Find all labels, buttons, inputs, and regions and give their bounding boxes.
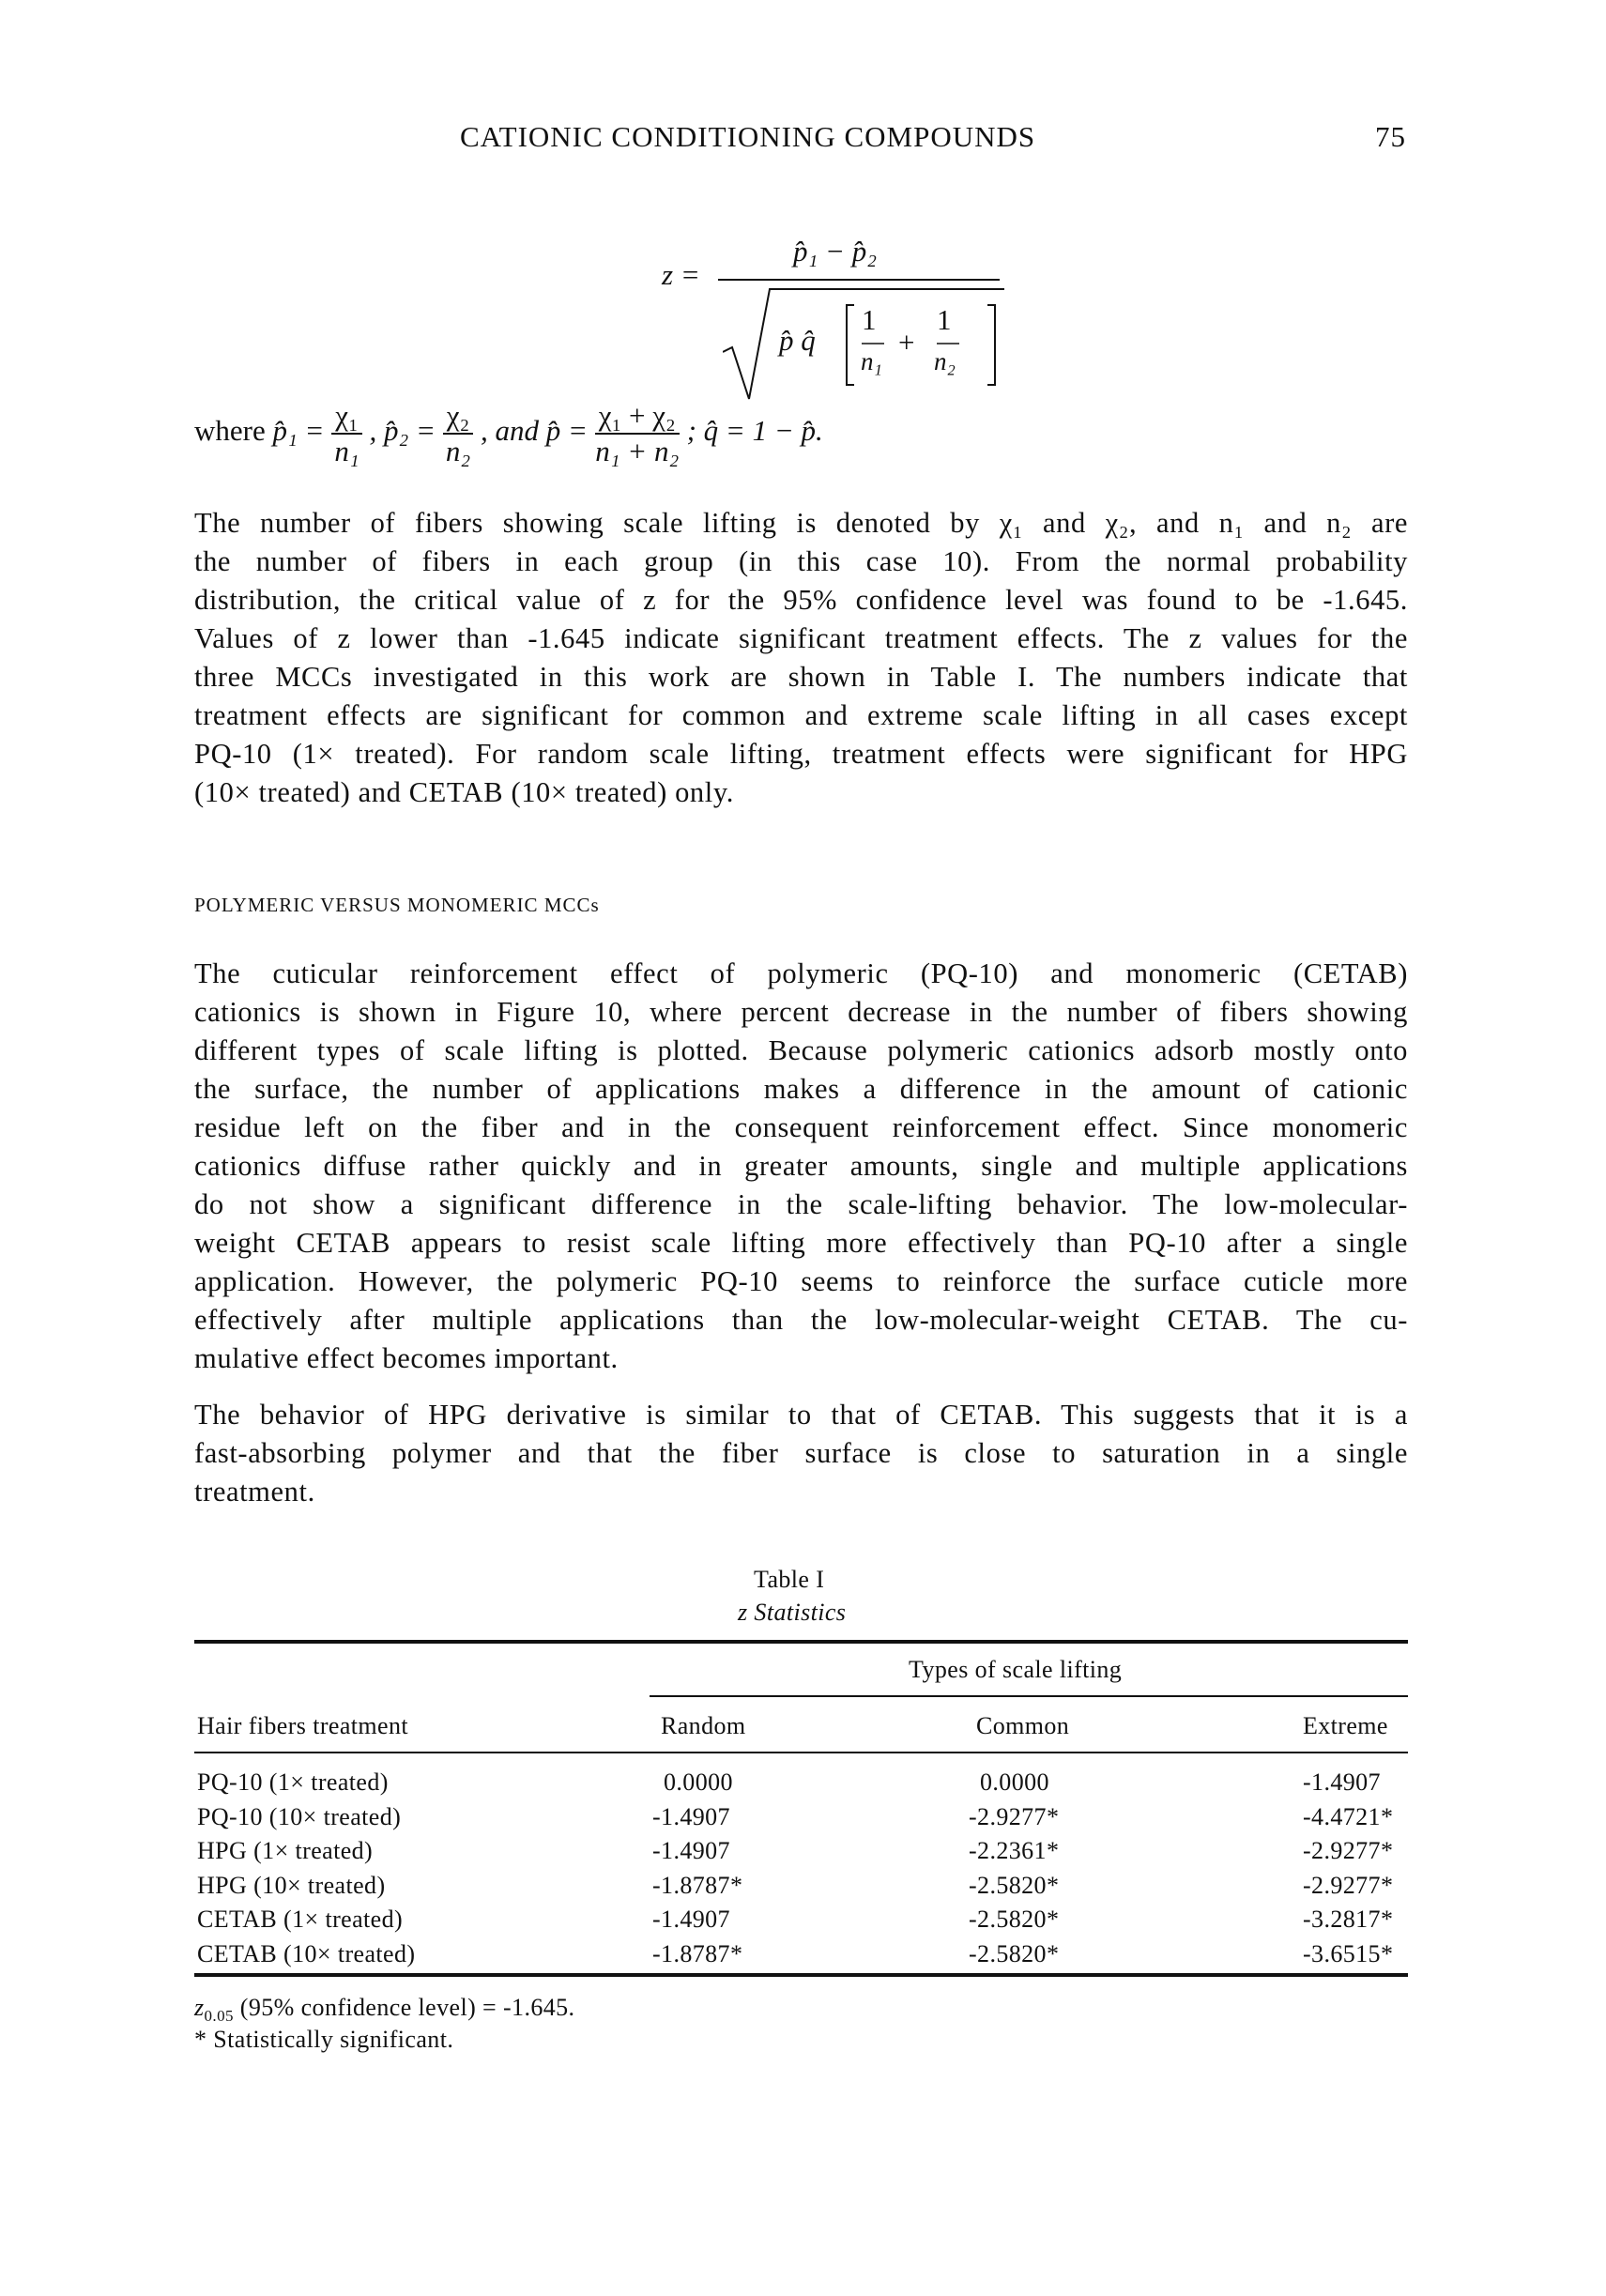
sqrt-sign-icon	[723, 282, 1004, 404]
text-line: residue left on the fiber and in the consequent reinforcement effect. Since monomeric	[194, 1111, 1408, 1143]
text-line: The number of fibers showing scale lifting is denoted by χ₁ and χ₂, and n₁ and n₂ are	[194, 507, 1408, 539]
text-line: Values of z lower than -1.645 indicate significant treatment effects. The z values for the	[194, 622, 1408, 654]
table-title: Table I	[754, 1566, 825, 1593]
p1-fraction: $\frac{\text{χ₁}}{\text{n₁}}$	[331, 399, 362, 468]
footnote-significance: * Statistically significant.	[194, 2026, 454, 2053]
text-line: treatment effects are significant for common and extreme scale lifting in all cases except	[194, 699, 1408, 731]
text-line: PQ-10 (1× treated). For random scale lifting, treatment effects were significant for HPG	[194, 738, 1408, 770]
text-line: do not show a significant difference in the scale-lifting behavior. The low-molecular-	[194, 1188, 1408, 1220]
z-value-cell: -1.4907	[1303, 1768, 1381, 1796]
where-label: where	[194, 414, 266, 448]
page-number: 75	[1375, 120, 1406, 153]
z-value-cell: -2.9277*	[1303, 1837, 1394, 1864]
z-formula	[662, 192, 1037, 399]
z-value-cell: -1.4907	[652, 1837, 730, 1864]
row-label: PQ-10 (1× treated)	[197, 1768, 389, 1796]
z-value-cell: -2.5820*	[969, 1939, 1060, 1967]
footnote-z: $z_{0.05}$ (95% confidence level) = -1.645.	[194, 1994, 575, 2026]
p2-fraction: $\frac{\text{χ₂}}{\text{n₂}}$	[443, 399, 474, 468]
text-line: the number of fibers in each group (in this case 10). From the normal probability	[194, 545, 1408, 577]
formula-numerator: p̂₁ − p̂₂	[793, 235, 877, 268]
z-value-cell: 0.0000	[664, 1768, 733, 1796]
text-line: cationics diffuse rather quickly and in greater amounts, single and multiple applications	[194, 1150, 1408, 1182]
z-value-cell: -1.4907	[652, 1906, 730, 1933]
text-line: distribution, the critical value of z for the 95% confidence level was found to be -1.645.	[194, 584, 1408, 616]
row-label: CETAB (10× treated)	[197, 1939, 416, 1967]
text-line: The cuticular reinforcement effect of polymeric (PQ-10) and monomeric (CETAB)	[194, 957, 1408, 989]
text-line: the surface, the number of applications makes a difference in the amount of cationic	[194, 1073, 1408, 1105]
text-line: three MCCs investigated in this work are shown in Table I. The numbers indicate that	[194, 661, 1408, 693]
p1-def: p̂₁ =	[272, 414, 325, 448]
p-fraction: $\frac{\text{χ₁ + χ₂}}{\text{n₁ + n₂}}$	[595, 399, 680, 467]
p2-def: , p̂₂ =	[369, 414, 436, 448]
formula-one: 1	[862, 303, 877, 336]
text-line: cationics is shown in Figure 10, where percent decrease in the number of fibers showing	[194, 996, 1408, 1028]
z-value-cell: -3.6515*	[1303, 1939, 1394, 1967]
z-value-cell: -3.2817*	[1303, 1906, 1394, 1933]
z-value-cell: -4.4721*	[1303, 1802, 1394, 1830]
z-value-cell: 0.0000	[980, 1768, 1049, 1796]
column-header: Extreme	[1303, 1712, 1388, 1739]
text-line: mulative effect becomes important.	[194, 1342, 619, 1374]
table-spanner: Types of scale lifting	[909, 1656, 1123, 1683]
formula-one: 1	[937, 303, 952, 336]
text-line: weight CETAB appears to resist scale lifting more effectively than PQ-10 after a single	[194, 1227, 1408, 1259]
text-line: application. However, the polymeric PQ-10 seems to reinforce the surface cuticle more	[194, 1265, 1408, 1297]
text-line: (10× treated) and CETAB (10× treated) only.	[194, 776, 734, 808]
formula-n2: n₂	[934, 347, 956, 375]
p-def: , and p̂ =	[481, 414, 588, 448]
text-line: The behavior of HPG derivative is similar to that of CETAB. This suggests that it is a	[194, 1399, 1408, 1431]
z-value-cell: -2.5820*	[969, 1906, 1060, 1933]
section-heading: POLYMERIC VERSUS MONOMERIC MCCs	[194, 894, 600, 916]
formula-plus: +	[898, 326, 915, 359]
formula-n1: n₁	[861, 347, 882, 375]
table-subtitle: z Statistics	[738, 1599, 847, 1626]
column-header: Random	[661, 1712, 746, 1739]
row-label: PQ-10 (10× treated)	[197, 1802, 402, 1830]
z-value-cell: -2.5820*	[969, 1871, 1060, 1899]
row-label: HPG (1× treated)	[197, 1837, 374, 1864]
z-value-cell: -1.8787*	[652, 1871, 743, 1899]
row-label: HPG (10× treated)	[197, 1871, 386, 1899]
text-line: different types of scale lifting is plotted. Because polymeric cationics adsorb mostly onto	[194, 1034, 1408, 1066]
q-def: ; q̂ = 1 − p̂.	[686, 414, 823, 448]
column-header: Hair fibers treatment	[197, 1712, 408, 1739]
row-label: CETAB (1× treated)	[197, 1906, 404, 1933]
z-value-cell: -2.9277*	[1303, 1871, 1394, 1899]
formula-pq: p̂ q̂	[779, 324, 816, 357]
z-value-cell: -2.9277*	[969, 1802, 1060, 1830]
text-line: effectively after multiple applications than the low-molecular-weight CETAB. The cu-	[194, 1304, 1408, 1336]
formula-lhs: z =	[662, 258, 700, 291]
column-header: Common	[976, 1712, 1070, 1739]
z-value-cell: -2.2361*	[969, 1837, 1060, 1864]
running-title: CATIONIC CONDITIONING COMPOUNDS	[460, 120, 1036, 153]
z-value-cell: -1.8787*	[652, 1939, 743, 1967]
z-value-cell: -1.4907	[652, 1802, 730, 1830]
text-line: treatment.	[194, 1476, 315, 1508]
text-line: fast-absorbing polymer and that the fiber surface is close to saturation in a single	[194, 1437, 1408, 1469]
formula-definitions	[194, 399, 823, 468]
